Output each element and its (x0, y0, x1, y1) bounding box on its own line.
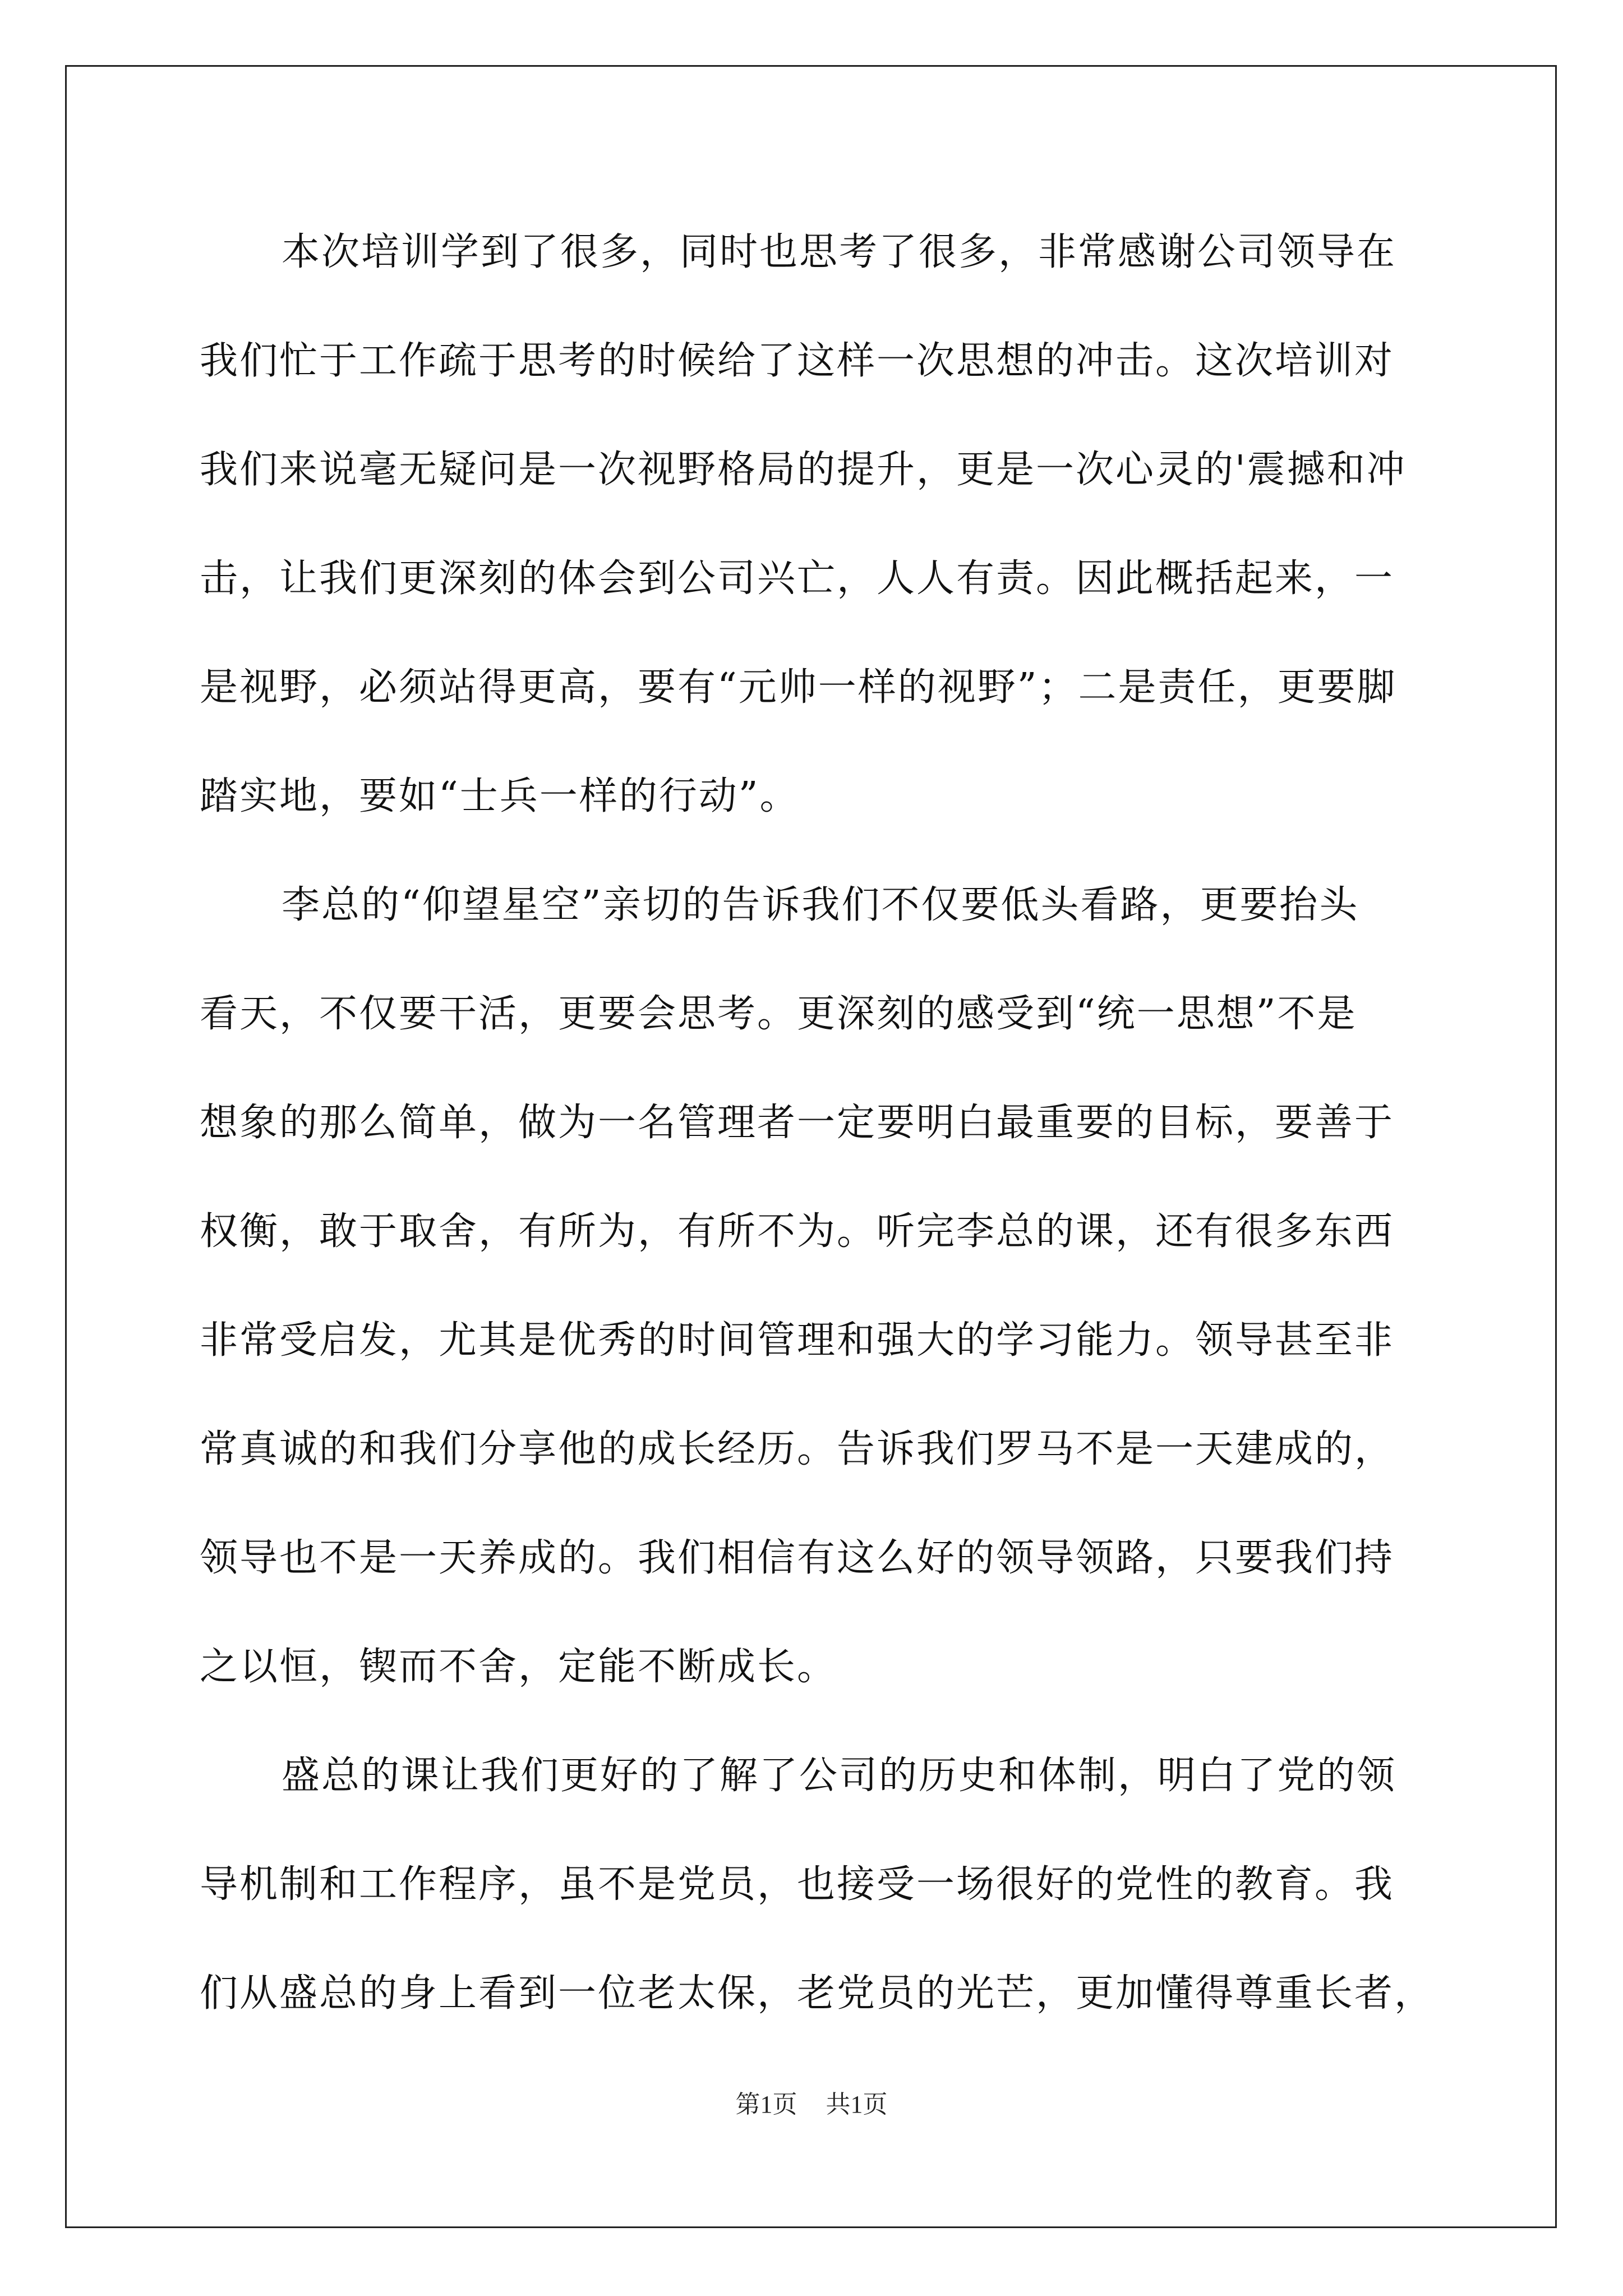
paragraph-1-line-6: 踏实地，要如“士兵一样的行动”。 (200, 774, 800, 818)
document-body (200, 213, 1435, 2063)
paragraph-1-line-5: 是视野，必须站得更高，要有“元帅一样的视野”；二是责任，更要脚 (200, 665, 1397, 710)
paragraph-3-line-1: 盛总的课让我们更好的了解了公司的历史和体制，明白了党的领 (282, 1754, 1397, 1798)
paragraph-3-line-2: 导机制和工作程序，虽不是党员，也接受一场很好的党性的教育。我 (200, 1862, 1395, 1907)
paragraph-1-line-2: 我们忙于工作疏于思考的时候给了这样一次思想的冲击。这次培训对 (200, 339, 1395, 383)
page-footer (0, 2084, 1623, 2120)
paragraph-2-line-4: 权衡，敢于取舍，有所为，有所不为。听完李总的课，还有很多东西 (200, 1209, 1395, 1254)
paragraph-1-line-3: 我们来说毫无疑问是一次视野格局的提升，更是一次心灵的'震撼和冲 (200, 448, 1407, 492)
paragraph-2-line-3: 想象的那么简单，做为一名管理者一定要明白最重要的目标，要善于 (200, 1101, 1395, 1145)
page-number-total: 共1页 (826, 2091, 888, 2118)
paragraph-1-line-4: 击，让我们更深刻的体会到公司兴亡，人人有责。因此概括起来，一 (200, 556, 1395, 601)
paragraph-2-line-8: 之以恒，锲而不舍，定能不断成长。 (200, 1645, 837, 1689)
paragraph-3-line-3: 们从盛总的身上看到一位老太保，老党员的光芒，更加懂得尊重长者， (200, 1971, 1435, 2016)
paragraph-2-line-5: 非常受启发，尤其是优秀的时间管理和强大的学习能力。领导甚至非 (200, 1318, 1395, 1363)
paragraph-2-line-7: 领导也不是一天养成的。我们相信有这么好的领导领路，只要我们持 (200, 1536, 1395, 1580)
paragraph-1-line-1: 本次培训学到了很多，同时也思考了很多，非常感谢公司领导在 (282, 230, 1397, 274)
page-number-current: 第1页 (735, 2091, 797, 2118)
paragraph-2-line-1: 李总的“仰望星空”亲切的告诉我们不仅要低头看路，更要抬头 (282, 883, 1359, 927)
paragraph-2-line-6: 常真诚的和我们分享他的成长经历。告诉我们罗马不是一天建成的， (200, 1427, 1395, 1471)
paragraph-2-line-2: 看天，不仅要干活，更要会思考。更深刻的感受到“统一思想”不是 (200, 992, 1357, 1036)
